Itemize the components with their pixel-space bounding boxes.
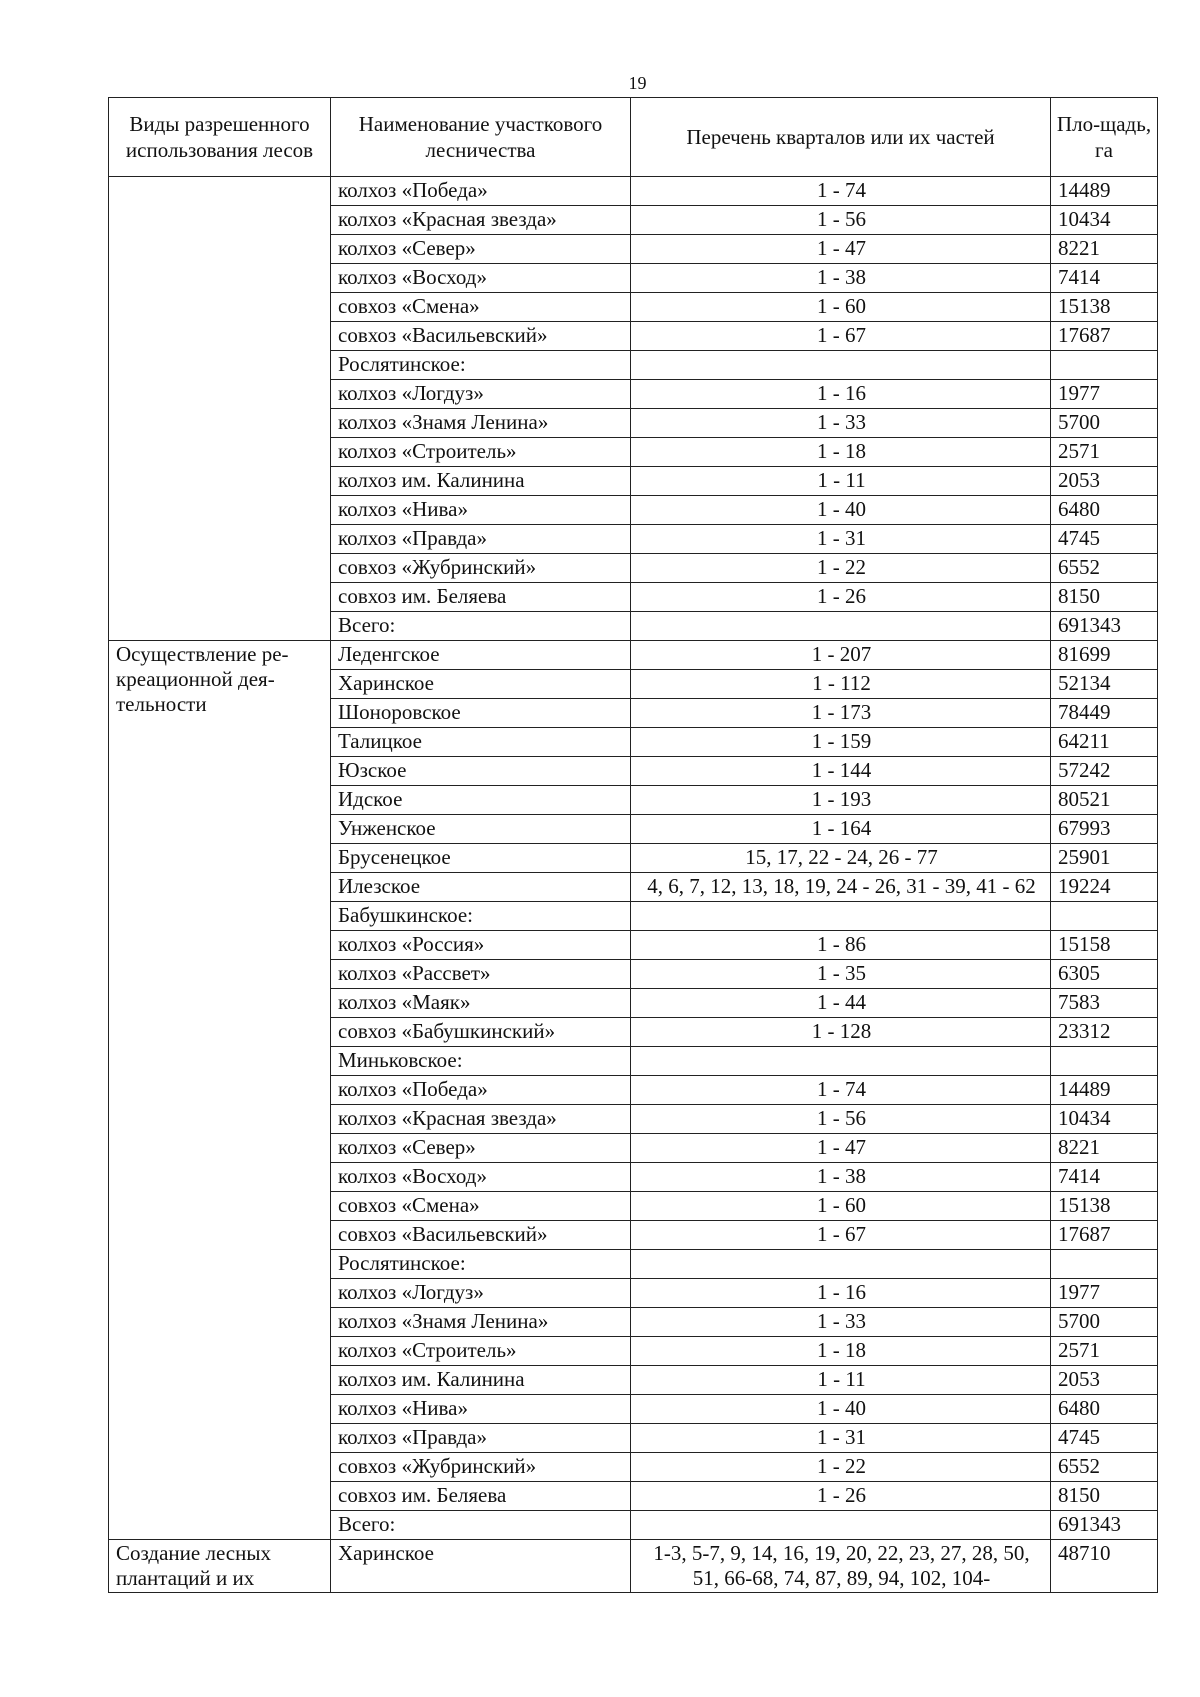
area-cell: 2571 bbox=[1051, 438, 1158, 467]
forestry-name-cell: Рослятинское: bbox=[331, 351, 631, 380]
area-cell: 17687 bbox=[1051, 1221, 1158, 1250]
forestry-name-cell: колхоз «Строитель» bbox=[331, 1337, 631, 1366]
area-cell: 67993 bbox=[1051, 815, 1158, 844]
use-type-line: креационной дея- bbox=[116, 667, 275, 691]
quarters-cell: 1 - 40 bbox=[631, 1395, 1051, 1424]
area-cell: 1977 bbox=[1051, 1279, 1158, 1308]
forestry-name-cell: колхоз «Рассвет» bbox=[331, 960, 631, 989]
area-cell bbox=[1051, 902, 1158, 931]
quarters-cell: 1 - 173 bbox=[631, 699, 1051, 728]
forestry-name-cell: колхоз «Восход» bbox=[331, 264, 631, 293]
area-cell: 78449 bbox=[1051, 699, 1158, 728]
header-quarters-list: Перечень кварталов или их частей bbox=[631, 98, 1051, 177]
area-cell: 1977 bbox=[1051, 380, 1158, 409]
area-cell: 6305 bbox=[1051, 960, 1158, 989]
quarters-cell: 15, 17, 22 - 24, 26 - 77 bbox=[631, 844, 1051, 873]
area-cell: 7414 bbox=[1051, 264, 1158, 293]
quarters-cell: 1 - 35 bbox=[631, 960, 1051, 989]
quarters-cell: 1 - 112 bbox=[631, 670, 1051, 699]
quarters-cell: 1 - 86 bbox=[631, 931, 1051, 960]
use-type-cell bbox=[109, 177, 331, 641]
area-cell bbox=[1051, 1250, 1158, 1279]
quarters-cell: 1 - 60 bbox=[631, 293, 1051, 322]
quarters-cell: 1 - 40 bbox=[631, 496, 1051, 525]
quarters-cell: 1 - 159 bbox=[631, 728, 1051, 757]
forestry-name-cell: Миньковское: bbox=[331, 1047, 631, 1076]
forestry-name-cell: колхоз «Знамя Ленина» bbox=[331, 1308, 631, 1337]
quarters-cell bbox=[631, 1250, 1051, 1279]
quarters-cell: 1 - 67 bbox=[631, 322, 1051, 351]
table-row bbox=[109, 641, 1158, 670]
area-cell: 2571 bbox=[1051, 1337, 1158, 1366]
forest-use-table bbox=[108, 97, 1158, 1593]
quarters-cell: 1 - 26 bbox=[631, 1482, 1051, 1511]
forestry-name-cell: колхоз «Маяк» bbox=[331, 989, 631, 1018]
quarters-cell: 1 - 22 bbox=[631, 554, 1051, 583]
forestry-name-cell: колхоз «Север» bbox=[331, 1134, 631, 1163]
quarters-cell: 1 - 31 bbox=[631, 1424, 1051, 1453]
forestry-name-cell: колхоз «Логдуз» bbox=[331, 380, 631, 409]
forestry-name-cell: Идское bbox=[331, 786, 631, 815]
forestry-name-cell: колхоз «Логдуз» bbox=[331, 1279, 631, 1308]
quarters-cell: 1 - 67 bbox=[631, 1221, 1051, 1250]
forestry-name-cell: Всего: bbox=[331, 612, 631, 641]
area-cell: 23312 bbox=[1051, 1018, 1158, 1047]
use-type-cell bbox=[109, 1540, 331, 1593]
table-row bbox=[109, 1540, 1158, 1593]
quarters-cell: 1 - 193 bbox=[631, 786, 1051, 815]
area-cell: 6552 bbox=[1051, 1453, 1158, 1482]
area-cell: 48710 bbox=[1051, 1540, 1158, 1593]
quarters-cell: 1 - 47 bbox=[631, 235, 1051, 264]
quarters-cell: 1 - 11 bbox=[631, 467, 1051, 496]
area-cell: 15138 bbox=[1051, 293, 1158, 322]
quarters-cell: 1 - 44 bbox=[631, 989, 1051, 1018]
area-cell: 10434 bbox=[1051, 1105, 1158, 1134]
forestry-name-cell: совхоз «Жубринский» bbox=[331, 554, 631, 583]
area-cell: 15158 bbox=[1051, 931, 1158, 960]
forestry-name-cell: колхоз «Строитель» bbox=[331, 438, 631, 467]
forestry-name-cell: Леденгское bbox=[331, 641, 631, 670]
quarters-cell: 1 - 16 bbox=[631, 380, 1051, 409]
area-cell: 2053 bbox=[1051, 1366, 1158, 1395]
forestry-name-cell: колхоз «Нива» bbox=[331, 496, 631, 525]
quarters-cell bbox=[631, 1511, 1051, 1540]
area-cell: 19224 bbox=[1051, 873, 1158, 902]
quarters-cell bbox=[631, 351, 1051, 380]
forestry-name-cell: совхоз «Васильевский» bbox=[331, 322, 631, 351]
area-cell: 691343 bbox=[1051, 1511, 1158, 1540]
header-area: Пло-щадь, га bbox=[1051, 98, 1158, 177]
forestry-name-cell: совхоз «Бабушкинский» bbox=[331, 1018, 631, 1047]
forestry-name-cell: колхоз «Победа» bbox=[331, 1076, 631, 1105]
quarters-cell: 1 - 60 bbox=[631, 1192, 1051, 1221]
quarters-cell: 1 - 18 bbox=[631, 438, 1051, 467]
area-cell: 81699 bbox=[1051, 641, 1158, 670]
quarters-cell: 1 - 33 bbox=[631, 409, 1051, 438]
area-cell: 8150 bbox=[1051, 583, 1158, 612]
quarters-cell bbox=[631, 902, 1051, 931]
forestry-name-cell: совхоз «Васильевский» bbox=[331, 1221, 631, 1250]
area-cell: 6480 bbox=[1051, 496, 1158, 525]
area-cell: 6480 bbox=[1051, 1395, 1158, 1424]
area-cell: 52134 bbox=[1051, 670, 1158, 699]
forestry-name-cell: совхоз им. Беляева bbox=[331, 1482, 631, 1511]
area-cell: 6552 bbox=[1051, 554, 1158, 583]
table-body bbox=[109, 177, 1158, 1593]
forestry-name-cell: Харинское bbox=[331, 1540, 631, 1593]
quarters-cell: 1 - 22 bbox=[631, 1453, 1051, 1482]
forestry-name-cell: Шоноровское bbox=[331, 699, 631, 728]
page-number: 19 bbox=[628, 73, 647, 93]
quarters-cell: 1 - 11 bbox=[631, 1366, 1051, 1395]
quarters-cell: 1 - 16 bbox=[631, 1279, 1051, 1308]
quarters-cell: 4, 6, 7, 12, 13, 18, 19, 24 - 26, 31 - 39, 41 - 62 bbox=[631, 873, 1051, 902]
quarters-cell: 1 - 18 bbox=[631, 1337, 1051, 1366]
quarters-cell: 1 - 26 bbox=[631, 583, 1051, 612]
forestry-name-cell: колхоз «Нива» bbox=[331, 1395, 631, 1424]
forestry-name-cell: колхоз «Правда» bbox=[331, 1424, 631, 1453]
use-type-cell bbox=[109, 641, 331, 1540]
forestry-name-cell: колхоз «Восход» bbox=[331, 1163, 631, 1192]
header-forestry-name: Наименование участкового лесничества bbox=[331, 98, 631, 177]
quarters-cell: 1 - 207 bbox=[631, 641, 1051, 670]
area-cell: 10434 bbox=[1051, 206, 1158, 235]
quarters-cell: 1 - 31 bbox=[631, 525, 1051, 554]
quarters-cell: 1 - 56 bbox=[631, 1105, 1051, 1134]
forestry-name-cell: колхоз «Знамя Ленина» bbox=[331, 409, 631, 438]
forestry-name-cell: колхоз «Победа» bbox=[331, 177, 631, 206]
quarters-cell: 1 - 38 bbox=[631, 1163, 1051, 1192]
area-cell: 80521 bbox=[1051, 786, 1158, 815]
use-type-line: Создание лесных bbox=[116, 1541, 271, 1565]
quarters-cell: 1 - 74 bbox=[631, 1076, 1051, 1105]
area-cell bbox=[1051, 351, 1158, 380]
area-cell: 2053 bbox=[1051, 467, 1158, 496]
quarters-cell: 1 - 56 bbox=[631, 206, 1051, 235]
quarters-cell: 1-3, 5-7, 9, 14, 16, 19, 20, 22, 23, 27, 28, 50, 51, 66-68, 74, 87, 89, 94, 102, 104- bbox=[631, 1540, 1051, 1593]
quarters-cell: 1 - 33 bbox=[631, 1308, 1051, 1337]
area-cell: 7583 bbox=[1051, 989, 1158, 1018]
forestry-name-cell: Илезское bbox=[331, 873, 631, 902]
area-cell: 8150 bbox=[1051, 1482, 1158, 1511]
use-type-line: тельности bbox=[116, 692, 207, 716]
forestry-name-cell: Брусенецкое bbox=[331, 844, 631, 873]
use-type-line: Осуществление ре- bbox=[116, 642, 289, 666]
area-cell: 14489 bbox=[1051, 1076, 1158, 1105]
area-cell: 17687 bbox=[1051, 322, 1158, 351]
forestry-name-cell: колхоз «Север» bbox=[331, 235, 631, 264]
forestry-name-cell: Унженское bbox=[331, 815, 631, 844]
table-row bbox=[109, 177, 1158, 206]
quarters-cell: 1 - 74 bbox=[631, 177, 1051, 206]
forestry-name-cell: колхоз «Красная звезда» bbox=[331, 1105, 631, 1134]
quarters-cell: 1 - 38 bbox=[631, 264, 1051, 293]
quarters-cell bbox=[631, 1047, 1051, 1076]
forestry-name-cell: колхоз «Красная звезда» bbox=[331, 206, 631, 235]
forestry-name-cell: Бабушкинское: bbox=[331, 902, 631, 931]
forestry-name-cell: колхоз «Правда» bbox=[331, 525, 631, 554]
area-cell: 7414 bbox=[1051, 1163, 1158, 1192]
quarters-cell: 1 - 164 bbox=[631, 815, 1051, 844]
quarters-cell: 1 - 144 bbox=[631, 757, 1051, 786]
use-type-line: плантаций и их bbox=[116, 1566, 255, 1590]
area-cell: 14489 bbox=[1051, 177, 1158, 206]
area-cell: 25901 bbox=[1051, 844, 1158, 873]
forestry-name-cell: совхоз «Смена» bbox=[331, 1192, 631, 1221]
area-cell: 4745 bbox=[1051, 1424, 1158, 1453]
forestry-name-cell: колхоз им. Калинина bbox=[331, 467, 631, 496]
area-cell: 691343 bbox=[1051, 612, 1158, 641]
header-use-type: Виды разрешенного использования лесов bbox=[109, 98, 331, 177]
quarters-cell bbox=[631, 612, 1051, 641]
area-cell: 5700 bbox=[1051, 1308, 1158, 1337]
forestry-name-cell: колхоз «Россия» bbox=[331, 931, 631, 960]
forestry-name-cell: Юзское bbox=[331, 757, 631, 786]
forestry-name-cell: совхоз «Смена» bbox=[331, 293, 631, 322]
forestry-name-cell: Харинское bbox=[331, 670, 631, 699]
forestry-name-cell: колхоз им. Калинина bbox=[331, 1366, 631, 1395]
forestry-name-cell: совхоз им. Беляева bbox=[331, 583, 631, 612]
area-cell: 4745 bbox=[1051, 525, 1158, 554]
area-cell: 5700 bbox=[1051, 409, 1158, 438]
quarters-cell: 1 - 128 bbox=[631, 1018, 1051, 1047]
area-cell: 8221 bbox=[1051, 1134, 1158, 1163]
area-cell: 8221 bbox=[1051, 235, 1158, 264]
area-cell: 64211 bbox=[1051, 728, 1158, 757]
area-cell: 15138 bbox=[1051, 1192, 1158, 1221]
forestry-name-cell: совхоз «Жубринский» bbox=[331, 1453, 631, 1482]
forestry-name-cell: Талицкое bbox=[331, 728, 631, 757]
forestry-name-cell: Рослятинское: bbox=[331, 1250, 631, 1279]
forestry-name-cell: Всего: bbox=[331, 1511, 631, 1540]
area-cell: 57242 bbox=[1051, 757, 1158, 786]
quarters-cell: 1 - 47 bbox=[631, 1134, 1051, 1163]
table-header-row bbox=[109, 98, 1158, 177]
area-cell bbox=[1051, 1047, 1158, 1076]
